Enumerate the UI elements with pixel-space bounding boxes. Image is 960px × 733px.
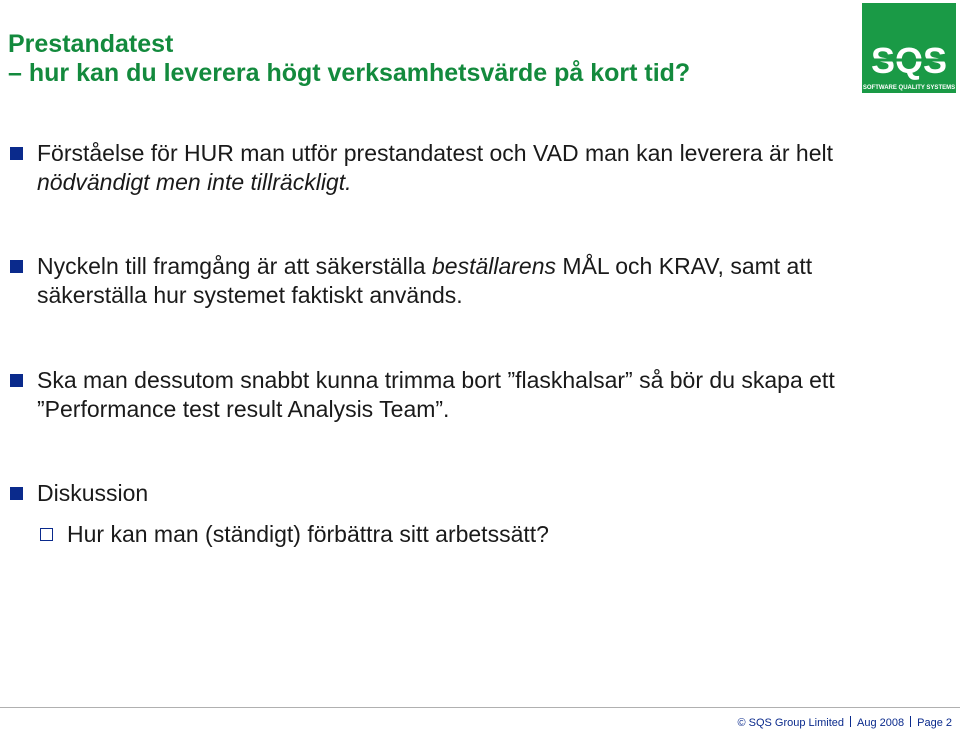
- square-bullet-icon: [10, 487, 23, 500]
- sub-bullet-text: Hur kan man (ständigt) förbättra sitt arbetssätt?: [67, 521, 549, 547]
- footer-page: Page 2: [917, 717, 952, 729]
- logo-letters: SQS: [870, 40, 948, 81]
- footer-separator: [850, 716, 851, 727]
- footer: [737, 716, 952, 729]
- bullet-text: Diskussion: [37, 480, 149, 506]
- bullet-text: Förståelse för HUR man utför prestandatest och VAD man kan leverera är helt nödvändigt men inte tillräckligt.: [37, 140, 833, 195]
- footer-copyright: © SQS Group Limited: [737, 717, 845, 729]
- square-bullet-icon: [10, 147, 23, 160]
- bullet-text: Nyckeln till framgång är att säkerställa beställarens MÅL och KRAV, samt att säkerställa hur systemet faktiskt används.: [37, 253, 813, 308]
- hollow-square-bullet-icon: [40, 528, 53, 541]
- logo-tagline: SOFTWARE QUALITY SYSTEMS: [862, 85, 956, 91]
- square-bullet-icon: [10, 374, 23, 387]
- sqs-logo: [862, 3, 956, 93]
- slide-title: [8, 30, 690, 88]
- slide-title-line-1: Prestandatest: [8, 30, 174, 58]
- slide-title-line-2: – hur kan du leverera högt verksamhetsvärde på kort tid?: [8, 59, 691, 87]
- footer-date: Aug 2008: [857, 717, 905, 729]
- square-bullet-icon: [10, 260, 23, 273]
- bullet-text: Ska man dessutom snabbt kunna trimma bort ”flaskhalsar” så bör du skapa ett ”Performance test result Analysis Team”.: [37, 367, 835, 422]
- footer-divider: [0, 707, 960, 708]
- footer-separator: [910, 716, 911, 727]
